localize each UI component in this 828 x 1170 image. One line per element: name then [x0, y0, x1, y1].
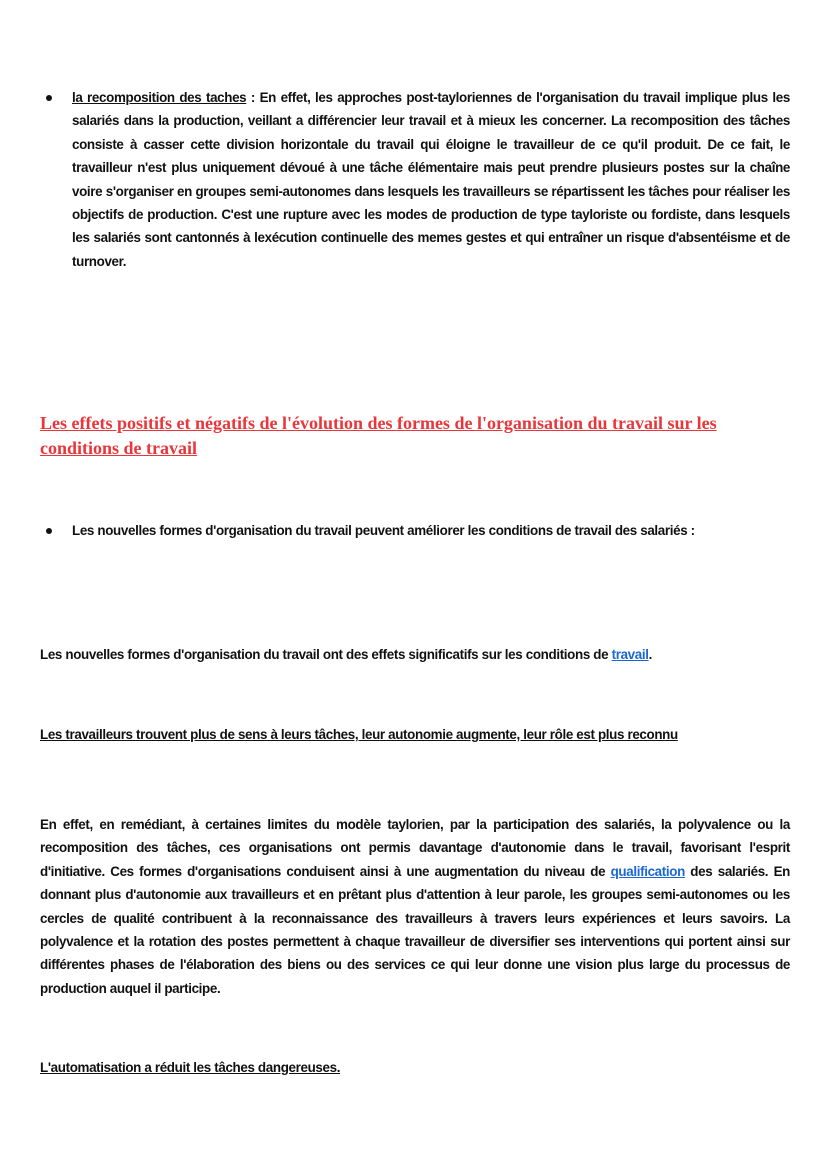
link-qualification[interactable]: qualification [610, 863, 685, 879]
link-travail[interactable]: travail [611, 647, 649, 662]
paragraph-effects [40, 643, 790, 666]
paragraph-text: En effet, en remédiant, à certaines limites du modèle taylorien, par la participation des salariés, la polyvalence ou la recomposition des tâches, ces organisations ont permis davantage d'autonomie dans le travail, favorisant l'esprit d'initiative. Ces formes d'organisations conduisent ainsi à une augmentation du niveau de [40, 817, 790, 879]
paragraph-autonomy [40, 813, 790, 1000]
section-heading: Les effets positifs et négatifs de l'évolution des formes de l'organisation du travail sur les conditions de travail [40, 413, 717, 458]
bullet-icon [46, 528, 52, 534]
bullet-text: Les nouvelles formes d'organisation du travail peuvent améliorer les conditions de travail des salariés : [72, 523, 695, 538]
paragraph-text: Les nouvelles formes d'organisation du travail ont des effets significatifs sur les conditions de [40, 647, 612, 662]
bullet-text: : En effet, les approches post-tayloriennes de l'organisation du travail implique plus les salariés dans la production, veillant a différencier leur travail et à mieux les concerner. La recomposition des tâches consiste à casser cette division horizontale du travail qui éloigne le travailleur de ce qu'il produit. De ce fait, le travailleur n'est plus uniquement dévoué à une tâche élémentaire mais peut prendre plusieurs postes sur la chaîne voire s'organiser en groupes semi-autonomes dans lesquels les travailleurs se répartissent les tâches pour réaliser les objectifs de production. C'est une rupture avec les modes de production de type tayloriste ou fordiste, dans lesquels les salariés sont cantonnés à lexécution continuelle des memes gestes et qui entraîner un risque d'absentéisme et de turnover. [72, 90, 790, 269]
bullet-improvements [72, 519, 790, 542]
bullet-icon [46, 95, 52, 101]
paragraph-text: des salariés. En donnant plus d'autonomie aux travailleurs et en prêtant plus d'attention à leur parole, les groupes semi-autonomes ou les cercles de qualité contribuent à la reconnaissance des travailleurs à travers leurs expériences et leurs savoirs. La polyvalence et la rotation des postes permettent à chaque travailleur de diversifier ses interventions qui portent ainsi sur différentes phases de l'élaboration des biens ou des services ce qui leur donne une vision plus large du processus de production auquel il participe. [40, 863, 790, 996]
subheading-automation: L'automatisation a réduit les tâches dangereuses. [40, 1060, 341, 1075]
subheading-sens: Les travailleurs trouvent plus de sens à leurs tâches, leur autonomie augmente, leur rôle est plus reconnu [40, 727, 678, 742]
paragraph-text: . [648, 647, 652, 662]
bullet-term: la recomposition des taches [72, 90, 247, 105]
bullet-recomposition [72, 86, 790, 273]
